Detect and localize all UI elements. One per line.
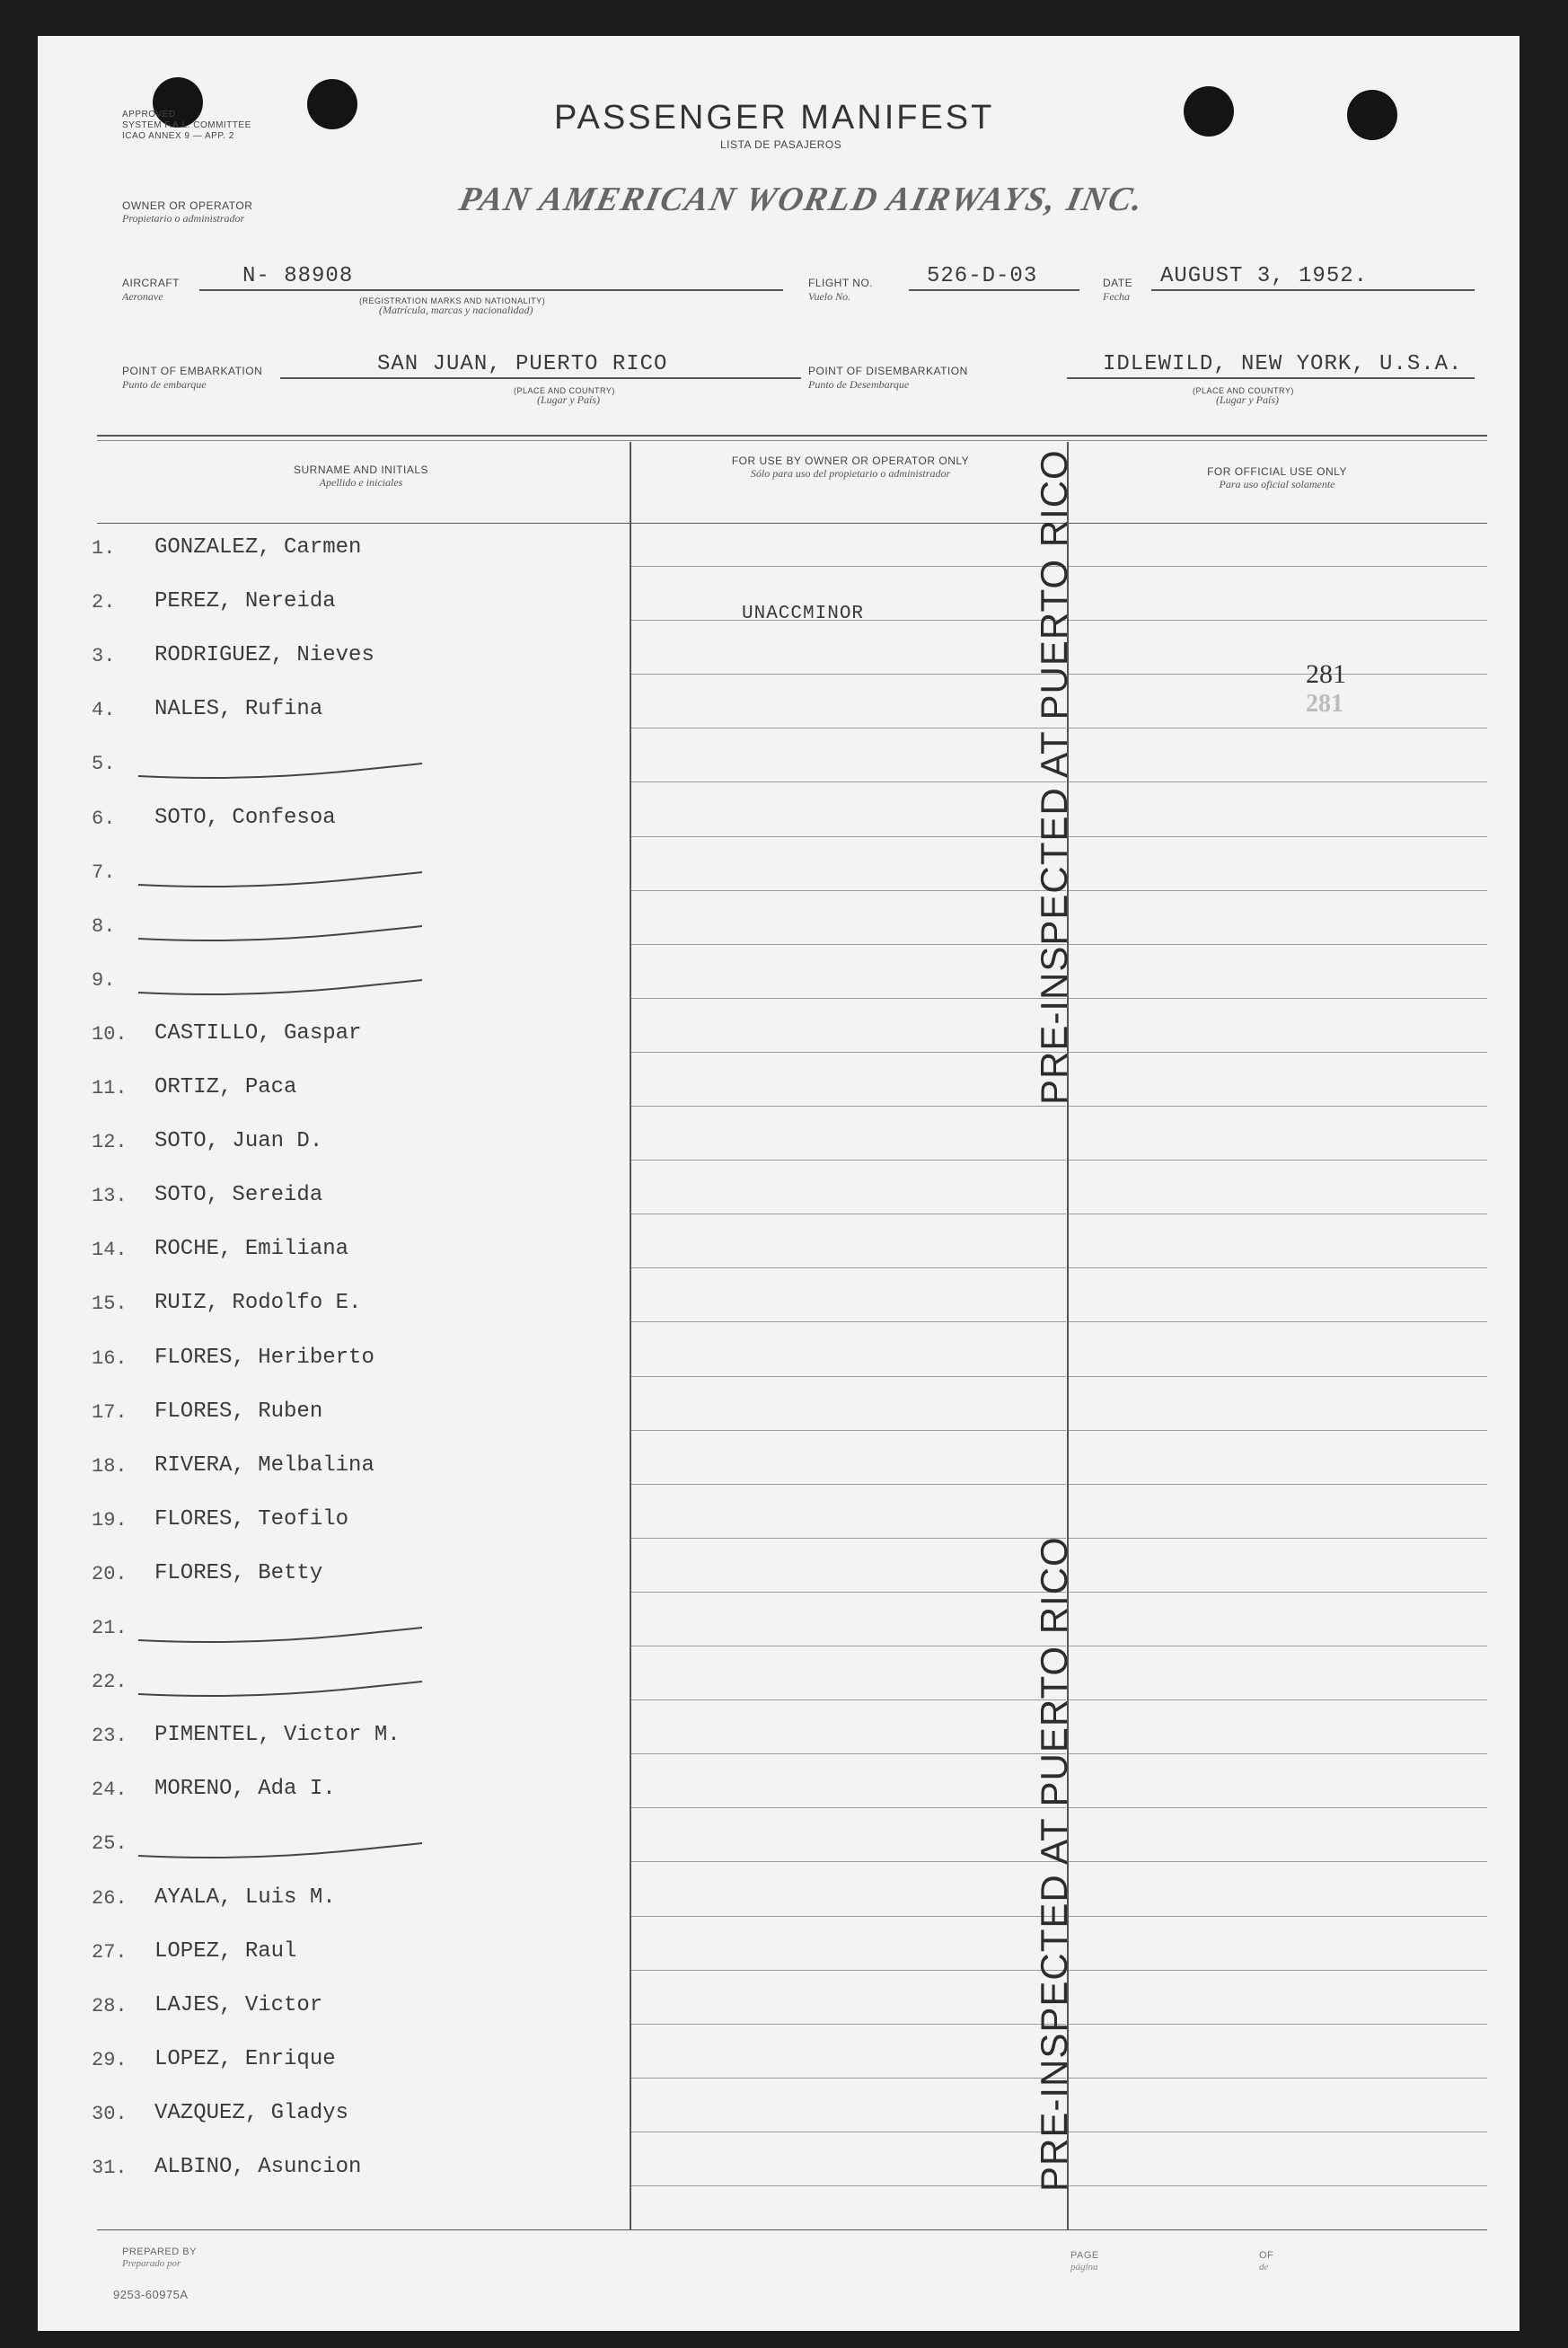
row-number: 12. — [92, 1131, 128, 1153]
column-header-official-es: Para uso oficial solamente — [1219, 478, 1335, 490]
row-number: 18. — [92, 1455, 128, 1478]
row-rule — [631, 998, 1066, 999]
row-rule — [631, 1538, 1066, 1539]
row-rule — [631, 1376, 1066, 1377]
strikeout-line — [137, 758, 424, 785]
row-rule — [1069, 1106, 1487, 1107]
date-label: DATE — [1103, 277, 1133, 289]
passenger-name: LOPEZ, Raul — [154, 1939, 297, 1964]
page-subtitle: LISTA DE PASAJEROS — [720, 138, 842, 151]
row-rule — [631, 944, 1066, 945]
date-label-es: Fecha — [1103, 290, 1130, 303]
row-rule — [631, 1106, 1066, 1107]
flight-label: FLIGHT NO. — [808, 277, 874, 289]
row-number: 3. — [92, 645, 116, 667]
page-label: PAGE — [1070, 2250, 1099, 2261]
row-rule — [1069, 2185, 1487, 2186]
row-rule — [631, 836, 1066, 837]
passenger-name: ORTIZ, Paca — [154, 1075, 297, 1099]
passenger-name: GONZALEZ, Carmen — [154, 535, 362, 560]
row-rule — [631, 2078, 1066, 2079]
passenger-name: PEREZ, Nereida — [154, 589, 336, 613]
row-rule — [1069, 1592, 1487, 1593]
row-rule — [1069, 1861, 1487, 1862]
aircraft-label-es: Aeronave — [122, 290, 163, 303]
row-number: 11. — [92, 1077, 128, 1099]
row-number: 21. — [92, 1617, 128, 1639]
column-header-official — [1124, 465, 1430, 491]
official-note: 281 — [1306, 659, 1346, 689]
approval-line: SYSTEM F.A.L. COMMITTEE — [122, 120, 251, 130]
disembarkation-note-es: (Lugar y País) — [1216, 393, 1279, 406]
row-rule — [631, 1484, 1066, 1485]
date-value: AUGUST 3, 1952. — [1160, 264, 1369, 288]
row-rule — [631, 2024, 1066, 2025]
strikeout-line — [137, 867, 424, 894]
row-number: 7. — [92, 861, 116, 884]
passenger-name: FLORES, Teofilo — [154, 1507, 349, 1531]
row-rule — [1069, 1916, 1487, 1917]
row-number: 6. — [92, 808, 116, 830]
passenger-name: SOTO, Sereida — [154, 1183, 323, 1207]
row-number: 24. — [92, 1779, 128, 1801]
row-number: 1. — [92, 537, 116, 560]
aircraft-note: (REGISTRATION MARKS AND NATIONALITY) — [359, 296, 546, 305]
row-rule — [631, 1160, 1066, 1161]
row-number: 27. — [92, 1941, 128, 1964]
form-number: 9253-60975A — [113, 2288, 189, 2301]
row-rule — [1069, 1484, 1487, 1485]
passenger-name: LOPEZ, Enrique — [154, 2047, 336, 2071]
approval-line: ICAO ANNEX 9 — APP. 2 — [122, 131, 234, 141]
row-rule — [1069, 1160, 1487, 1161]
row-number: 10. — [92, 1023, 128, 1046]
date-line — [1151, 289, 1475, 291]
row-number: 14. — [92, 1239, 128, 1261]
row-number: 2. — [92, 591, 116, 613]
punch-hole — [1184, 86, 1234, 137]
disembarkation-label-es: Punto de Desembarque — [808, 378, 910, 391]
page-label-es: página — [1070, 2262, 1098, 2273]
row-number: 25. — [92, 1832, 128, 1855]
passenger-name: SOTO, Juan D. — [154, 1129, 323, 1153]
strikeout-line — [137, 975, 424, 1002]
passenger-name: RUIZ, Rodolfo E. — [154, 1291, 362, 1315]
row-rule — [631, 1861, 1066, 1862]
column-header-surname-es: Apellido e iniciales — [319, 476, 403, 489]
row-rule — [631, 1592, 1066, 1593]
row-number: 23. — [92, 1725, 128, 1747]
row-number: 30. — [92, 2103, 128, 2125]
disembarkation-note: (PLACE AND COUNTRY) — [1193, 386, 1294, 395]
row-rule — [631, 674, 1066, 675]
inspection-stamp: PRE-INSPECTED AT PUERTO RICO — [1033, 1536, 1075, 2192]
aircraft-line — [199, 289, 783, 291]
flight-line — [909, 289, 1079, 291]
embarkation-note: (PLACE AND COUNTRY) — [514, 386, 615, 395]
punch-hole — [307, 79, 357, 129]
flight-label-es: Vuelo No. — [808, 290, 851, 303]
approval-block — [122, 110, 251, 142]
row-rule — [631, 1321, 1066, 1322]
embarkation-label: POINT OF EMBARKATION — [122, 365, 263, 377]
row-rule — [631, 781, 1066, 782]
official-note-faint: 281 — [1306, 690, 1343, 718]
row-rule — [1069, 998, 1487, 999]
row-rule — [1069, 1376, 1487, 1377]
passenger-name: RIVERA, Melbalina — [154, 1453, 374, 1478]
row-rule — [631, 1970, 1066, 1971]
passenger-name: RODRIGUEZ, Nieves — [154, 643, 374, 667]
column-header-surname-text: SURNAME AND INITIALS — [293, 463, 429, 476]
column-header-owner-use-es: Sólo para uso del propietario o administrador — [750, 467, 951, 480]
row-number: 17. — [92, 1401, 128, 1424]
strikeout-line — [137, 1838, 424, 1865]
inspection-stamp: PRE-INSPECTED AT PUERTO RICO — [1033, 449, 1075, 1105]
row-number: 26. — [92, 1887, 128, 1910]
header-rule — [97, 523, 1487, 524]
strikeout-line — [137, 1622, 424, 1649]
row-rule — [1069, 944, 1487, 945]
passenger-name: AYALA, Luis M. — [154, 1885, 336, 1910]
owner-note: UNACCMINOR — [742, 604, 865, 624]
passenger-name: FLORES, Heriberto — [154, 1346, 374, 1370]
of-label: OF — [1259, 2250, 1274, 2261]
passenger-name: NALES, Rufina — [154, 697, 323, 721]
row-rule — [1069, 1052, 1487, 1053]
row-rule — [1069, 1753, 1487, 1754]
embarkation-value: SAN JUAN, PUERTO RICO — [377, 352, 668, 376]
flight-value: 526-D-03 — [927, 264, 1038, 288]
column-divider — [630, 442, 631, 2229]
row-rule — [631, 890, 1066, 891]
row-number: 13. — [92, 1185, 128, 1207]
manifest-sheet — [38, 36, 1520, 2331]
row-number: 9. — [92, 969, 116, 992]
passenger-name: ROCHE, Emiliana — [154, 1237, 349, 1261]
strikeout-line — [137, 921, 424, 948]
row-rule — [1069, 566, 1487, 567]
passenger-name: ALBINO, Asuncion — [154, 2155, 362, 2179]
punch-hole — [1347, 90, 1397, 140]
row-rule — [1069, 890, 1487, 891]
row-rule — [1069, 674, 1487, 675]
row-rule — [631, 1430, 1066, 1431]
strikeout-line — [137, 1676, 424, 1703]
passenger-name: VAZQUEZ, Gladys — [154, 2101, 349, 2125]
table-top-rule — [97, 435, 1487, 437]
row-rule — [1069, 836, 1487, 837]
row-rule — [1069, 781, 1487, 782]
row-rule — [1069, 620, 1487, 621]
disembarkation-value: IDLEWILD, NEW YORK, U.S.A. — [1103, 352, 1463, 376]
passenger-name: MORENO, Ada I. — [154, 1777, 336, 1801]
aircraft-note-es: (Matrícula, marcas y nacionalidad) — [379, 304, 533, 316]
row-rule — [631, 1267, 1066, 1268]
row-number: 20. — [92, 1563, 128, 1585]
embarkation-line — [280, 377, 801, 379]
row-number: 31. — [92, 2157, 128, 2179]
aircraft-label: AIRCRAFT — [122, 277, 180, 289]
row-rule — [1069, 1321, 1487, 1322]
passenger-name: CASTILLO, Gaspar — [154, 1021, 362, 1046]
passenger-name: LAJES, Victor — [154, 1993, 323, 2017]
row-number: 15. — [92, 1293, 128, 1315]
row-rule — [1069, 1430, 1487, 1431]
row-rule — [1069, 2024, 1487, 2025]
approval-line: APPROVED — [122, 110, 176, 119]
row-rule — [631, 1753, 1066, 1754]
row-rule — [1069, 2078, 1487, 2079]
row-rule — [1069, 1267, 1487, 1268]
row-number: 19. — [92, 1509, 128, 1531]
row-number: 5. — [92, 753, 116, 775]
row-number: 28. — [92, 1995, 128, 2017]
row-number: 4. — [92, 699, 116, 721]
owner-label-es: Propietario o administrador — [122, 212, 245, 225]
row-rule — [1069, 1807, 1487, 1808]
row-rule — [631, 1807, 1066, 1808]
page-title: PASSENGER MANIFEST — [554, 99, 995, 137]
embarkation-label-es: Punto de embarque — [122, 378, 207, 391]
footer-rule — [97, 2229, 1487, 2230]
table-top-rule — [97, 440, 1487, 441]
row-number: 8. — [92, 915, 116, 938]
passenger-name: FLORES, Ruben — [154, 1399, 323, 1424]
operator-name: PAN AMERICAN WORLD AIRWAYS, INC. — [455, 181, 1149, 218]
prepared-by-label-es: Preparado por — [122, 2258, 181, 2269]
row-rule — [631, 1916, 1066, 1917]
passenger-name: FLORES, Betty — [154, 1561, 323, 1585]
disembarkation-label: POINT OF DISEMBARKATION — [808, 365, 968, 377]
row-number: 16. — [92, 1347, 128, 1370]
prepared-by-label: PREPARED BY — [122, 2246, 197, 2257]
aircraft-value: N- 88908 — [242, 264, 354, 288]
row-rule — [631, 1699, 1066, 1700]
disembarkation-line — [1067, 377, 1475, 379]
row-number: 29. — [92, 2049, 128, 2071]
passenger-name: PIMENTEL, Victor M. — [154, 1723, 401, 1747]
passenger-name: SOTO, Confesoa — [154, 806, 336, 830]
column-header-owner-use-text: FOR USE BY OWNER OR OPERATOR ONLY — [731, 455, 970, 467]
row-rule — [631, 566, 1066, 567]
row-rule — [1069, 1699, 1487, 1700]
of-label-es: de — [1259, 2262, 1269, 2273]
column-header-surname — [172, 463, 550, 490]
row-number: 22. — [92, 1671, 128, 1693]
owner-label: OWNER OR OPERATOR — [122, 199, 253, 212]
embarkation-note-es: (Lugar y País) — [537, 393, 600, 406]
row-rule — [1069, 1970, 1487, 1971]
row-rule — [631, 1052, 1066, 1053]
row-rule — [631, 2185, 1066, 2186]
row-rule — [1069, 1538, 1487, 1539]
column-header-official-text: FOR OFFICIAL USE ONLY — [1207, 465, 1347, 478]
column-header-owner-use — [702, 455, 999, 481]
